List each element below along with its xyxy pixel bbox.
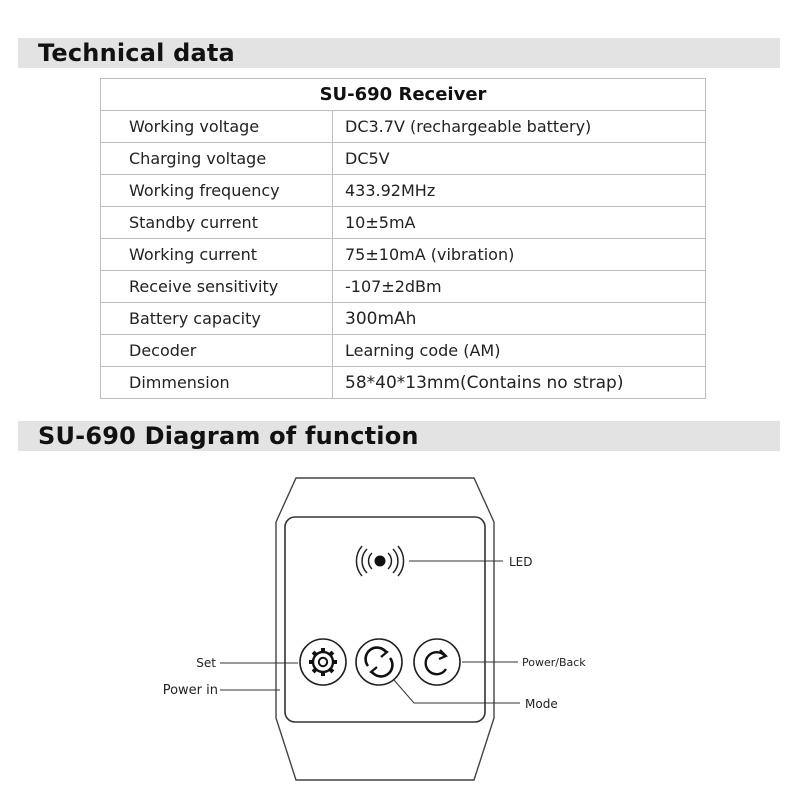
spec-value: -107±2dBm <box>333 271 706 303</box>
table-row <box>101 271 706 303</box>
table-row <box>101 207 706 239</box>
section-title: Technical data <box>38 39 235 67</box>
led-label: LED <box>509 555 533 569</box>
mode-button[interactable] <box>356 639 402 685</box>
spec-key: Working frequency <box>101 175 333 207</box>
spec-key: Decoder <box>101 335 333 367</box>
power-back-label: Power/Back <box>522 656 586 669</box>
spec-value: 300mAh <box>333 303 706 335</box>
spec-value: 433.92MHz <box>333 175 706 207</box>
spec-table <box>100 78 706 399</box>
spec-value: 58*40*13mm(Contains no strap) <box>333 367 706 399</box>
table-title: SU-690 Receiver <box>101 79 706 111</box>
table-row <box>101 111 706 143</box>
power-in-label: Power in <box>162 683 218 698</box>
technical-data-header <box>18 38 780 68</box>
section-title: SU-690 Diagram of function <box>38 422 419 450</box>
set-button[interactable] <box>300 639 346 685</box>
spec-key: Receive sensitivity <box>101 271 333 303</box>
spec-key: Standby current <box>101 207 333 239</box>
table-row <box>101 367 706 399</box>
set-label: Set <box>196 656 216 670</box>
spec-key: Battery capacity <box>101 303 333 335</box>
table-row <box>101 175 706 207</box>
mode-label: Mode <box>525 697 558 711</box>
spec-value: DC5V <box>333 143 706 175</box>
spec-key: Dimmension <box>101 367 333 399</box>
spec-value: DC3.7V (rechargeable battery) <box>333 111 706 143</box>
device-diagram <box>0 460 800 800</box>
spec-value: 10±5mA <box>333 207 706 239</box>
table-row <box>101 303 706 335</box>
spec-value: 75±10mA (vibration) <box>333 239 706 271</box>
table-row <box>101 143 706 175</box>
power-back-button[interactable] <box>414 639 460 685</box>
spec-key: Working current <box>101 239 333 271</box>
table-header-row <box>101 79 706 111</box>
table-row <box>101 239 706 271</box>
table-row <box>101 335 706 367</box>
spec-key: Working voltage <box>101 111 333 143</box>
device-face <box>285 517 485 722</box>
spec-key: Charging voltage <box>101 143 333 175</box>
diagram-header <box>18 421 780 451</box>
spec-value: Learning code (AM) <box>333 335 706 367</box>
